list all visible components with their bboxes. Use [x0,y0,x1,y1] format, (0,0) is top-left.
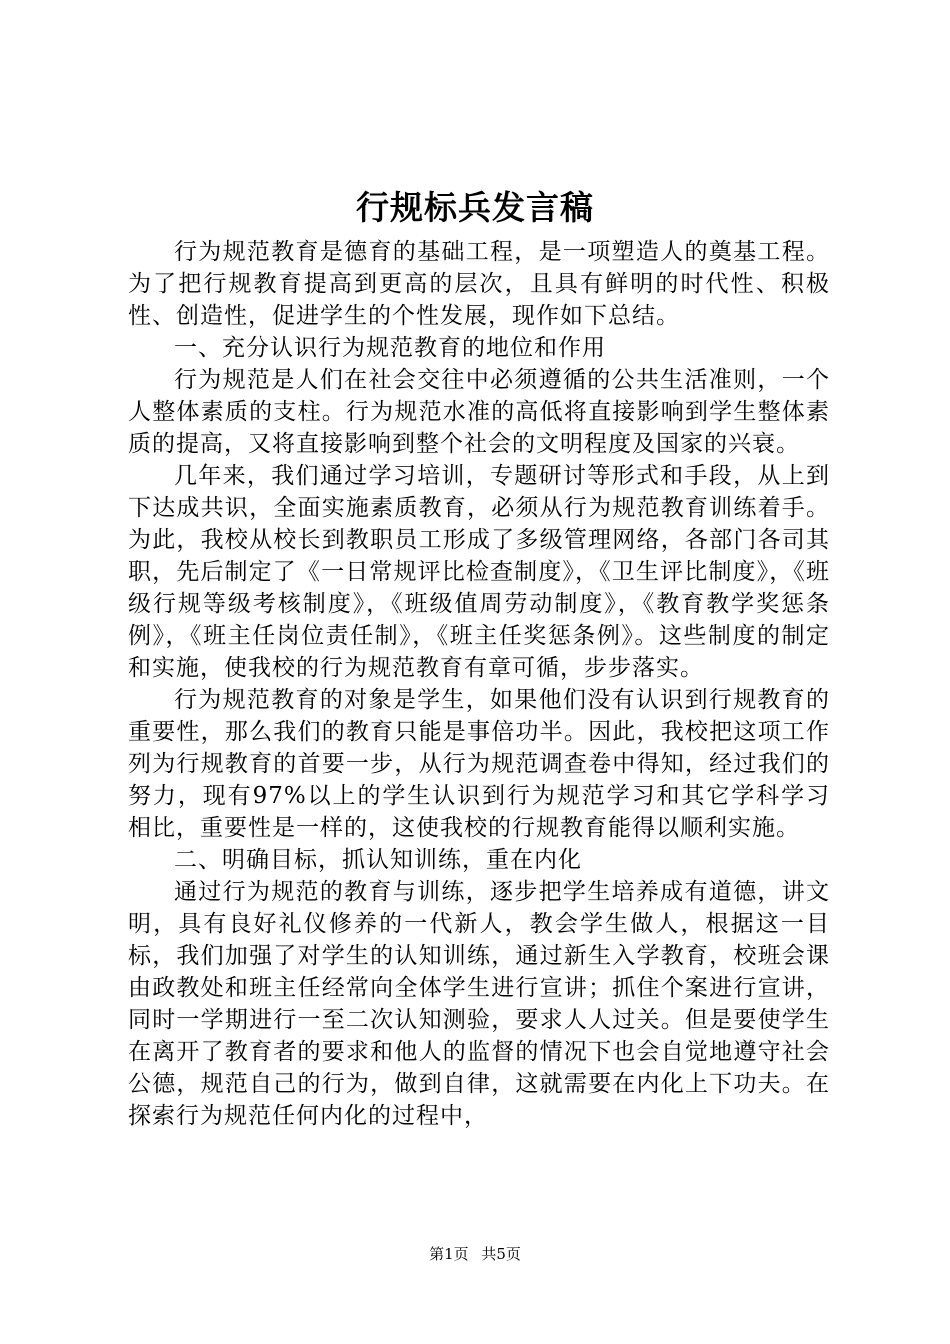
paragraph-4: 行为规范教育的对象是学生，如果他们没有认识到行规教育的重要性，那么我们的教育只能是事倍功半。因此，我校把这项工作列为行规教育的首要一步，从行为规范调查卷中得知，经过我们的努力，现有97%以上的学生认识到行为规范学习和其它学科学习相比，重要性是一样的，这使我校的行规教育能得以顺利实施。 [128,687,830,841]
page-number: 第1页 [429,1245,469,1263]
section-heading-1: 一、充分认识行为规范教育的地位和作用 [174,335,606,361]
page-total: 共5页 [481,1245,521,1263]
page-footer [0,1244,950,1264]
paragraph-6: 通过行为规范的教育与训练，逐步把学生培养成有道德，讲文明，具有良好礼仪修养的一代新人，教会学生做人，根据这一目标，我们加强了对学生的认知训练，通过新生入学教育，校班会课由政教处和班主任经常向全体学生进行宣讲；抓住个案进行宣讲，同时一学期进行一至二次认知测验，要求人人过关。但是要使学生在离开了教育者的要求和他人的监督的情况下也会自觉地遵守社会公德，规范自己的行为，做到自律，这就需要在内化上下功夫。在探索行为规范任何内化的过程中， [128,879,830,1129]
paragraph-2: 行为规范是人们在社会交往中必须遵循的公共生活准则，一个人整体素质的支柱。行为规范水准的高低将直接影响到学生整体素质的提高，又将直接影响到整个社会的文明程度及国家的兴衰。 [128,367,830,457]
section-heading-2: 二、明确目标，抓认知训练，重在内化 [174,847,582,873]
paragraph-intro: 行为规范教育是德育的基础工程，是一项塑造人的奠基工程。为了把行规教育提高到更高的层次，且具有鲜明的时代性、积极性、创造性，促进学生的个性发展，现作如下总结。 [128,239,830,329]
document-title: 行规标兵发言稿 [356,188,594,227]
document-body [128,236,830,1132]
paragraph-3: 几年来，我们通过学习培训，专题研讨等形式和手段，从上到下达成共识，全面实施素质教育，必须从行为规范教育训练着手。为此，我校从校长到教职员工形成了多级管理网络，各部门各司其职，先后制定了《一日常规评比检查制度》，《卫生评比制度》，《班级行规等级考核制度》，《班级值周劳动制度》，《教育教学奖惩条例》，《班主任岗位责任制》，《班主任奖惩条例》。这些制度的制定和实施，使我校的行为规范教育有章可循，步步落实。 [128,463,830,681]
